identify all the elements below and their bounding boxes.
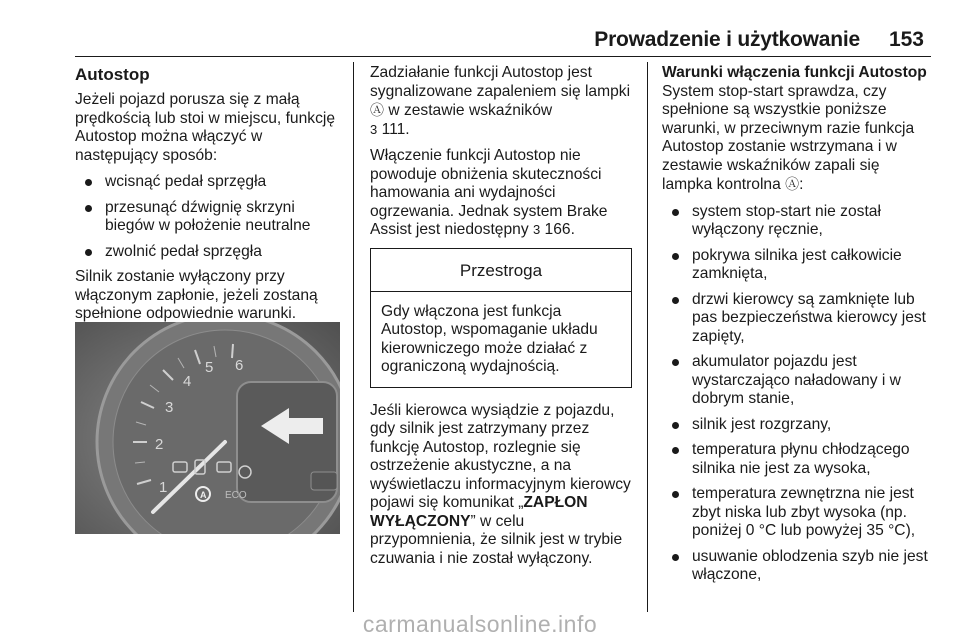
- header-rule: [75, 56, 931, 57]
- conditions-list: [662, 203, 930, 585]
- gauge-number: 1: [159, 479, 168, 496]
- list-item: [75, 199, 347, 236]
- bullet-icon: [672, 253, 679, 260]
- list-item-text: drzwi kierowcy są zamknięte lub pas bezpieczeństwa kierowcy jest zapięty,: [692, 290, 927, 345]
- list-item: [662, 416, 930, 435]
- list-item-text: wcisnąć pedał sprzęgła: [105, 173, 267, 190]
- display-message: ZAPŁON WYŁĄCZONY: [370, 494, 588, 530]
- gauge-number: 6: [235, 357, 244, 374]
- bullet-icon: [672, 359, 679, 366]
- autostop-indicator-text: [370, 64, 632, 139]
- column-1: [75, 64, 347, 332]
- caution-text: Gdy włączona jest funkcja Autostop, wspomaganie układu kierowniczego może działać z ograniczoną wydajnością.: [381, 302, 598, 375]
- driver-exit-warning-text: [370, 402, 632, 569]
- list-item: [662, 548, 930, 585]
- text-fragment: Włączenie funkcji Autostop nie powoduje obniżenia skuteczności hamowania ani wydajności ogrzewania. Jednak system Brake Assist jest niedostępny: [370, 147, 608, 238]
- autostop-steps-list: [75, 173, 347, 261]
- list-item-text: usuwanie oblodzenia szyb nie jest włączone,: [692, 547, 928, 583]
- autostop-intro: Jeżeli pojazd porusza się z małą prędkością lub stoi w miejscu, funkcję Autostop można włączyć w następujący sposób:: [75, 91, 336, 164]
- bullet-icon: [672, 297, 679, 304]
- gauge-number: 4: [183, 373, 192, 390]
- bullet-icon: [672, 209, 679, 216]
- gauge-number: 3: [165, 399, 174, 416]
- bullet-icon: [85, 249, 92, 256]
- list-item-text: silnik jest rozgrzany,: [692, 415, 832, 433]
- list-item-text: zwolnić pedał sprzęgła: [105, 242, 262, 260]
- bullet-icon: [85, 205, 92, 212]
- list-item: [662, 485, 930, 541]
- list-item-text: system stop-start nie został wyłączony ręcznie,: [692, 202, 881, 238]
- conditions-heading: Warunki włączenia funkcji Autostop: [662, 64, 927, 81]
- instrument-cluster-figure: [75, 322, 340, 534]
- text-fragment: :: [799, 176, 804, 193]
- text-fragment: ” w celu przypomnienia, że silnik jest w trybie czuwania i nie został wyłączony.: [370, 512, 623, 567]
- column-divider-1: [353, 62, 354, 612]
- gauge-number: 2: [155, 436, 164, 453]
- list-item: [662, 291, 930, 347]
- list-item-text: przesunąć dźwignię skrzyni biegów w położenie neutralne: [105, 198, 311, 234]
- list-item-text: akumulator pojazdu jest wystarczająco naładowany i w dobrym stanie,: [692, 353, 901, 407]
- page-reference-arrow-icon: 3: [532, 222, 541, 237]
- caution-box: [370, 248, 632, 388]
- bullet-icon: [672, 491, 679, 498]
- text-fragment: Jeśli kierowca wysiądzie z pojazdu, gdy silnik jest zatrzymany przez funkcję Autostop, rozlegnie się ostrzeżenie akustyczne, a na wyświetlaczu informacyjnym kierowcy pojawi się komunikat „: [370, 401, 631, 511]
- bullet-icon: [672, 447, 679, 454]
- watermark: carmanualsonline.info: [362, 611, 598, 637]
- list-item: [662, 441, 930, 478]
- conditions-intro: [662, 83, 930, 195]
- list-item-text: temperatura płynu chłodzącego silnika nie jest za wysoka,: [692, 441, 910, 477]
- bullet-icon: [672, 554, 679, 561]
- list-item-text: pokrywa silnika jest całkowicie zamknięta,: [692, 246, 902, 282]
- list-item: [662, 203, 930, 240]
- brake-assist-text: [370, 147, 632, 240]
- gauge-number: 5: [205, 359, 214, 376]
- page-reference: 111.: [381, 120, 410, 138]
- running-header-title: Prowadzenie i użytkowanie: [594, 28, 860, 51]
- eco-label: ECO: [225, 490, 247, 501]
- list-item: [662, 247, 930, 284]
- column-divider-2: [647, 62, 648, 612]
- column-3: [662, 64, 930, 592]
- list-item: [662, 353, 930, 409]
- text-fragment: Zadziałanie funkcji Autostop jest sygnalizowane zapaleniem się lampki: [370, 64, 631, 100]
- svg-text:A: A: [200, 490, 207, 500]
- list-item: [75, 173, 347, 192]
- caution-title: Przestroga: [371, 249, 631, 292]
- list-item-text: temperatura zewnętrzna nie jest zbyt niska lub zbyt wysoka (np. poniżej 0 °C lub powyżej 35 °C),: [692, 485, 916, 539]
- text-fragment: w zestawie wskaźników: [388, 102, 553, 119]
- autostop-off-icon: Ⓐ: [785, 176, 800, 192]
- text-fragment: System stop-start sprawdza, czy spełnione są wszystkie poniższe warunki, w przeciwnym razie funkcja Autostop zostanie wstrzymana i w zestawie wskaźników zapali się lampka kontrolna: [662, 82, 915, 193]
- bullet-icon: [85, 179, 92, 186]
- section-heading-autostop: Autostop: [75, 65, 150, 84]
- page-reference-arrow-icon: 3: [370, 121, 378, 137]
- column-2: [370, 64, 632, 576]
- autostop-indicator-icon: Ⓐ: [370, 102, 384, 118]
- autostop-result-text: Silnik zostanie wyłączony przy włączonym zapłonie, jeżeli zostaną spełnione odpowiednie warunki.: [75, 268, 318, 322]
- bullet-icon: [672, 422, 679, 429]
- page-number: 153: [888, 28, 924, 51]
- list-item: [75, 243, 347, 262]
- page-reference: 166.: [544, 221, 575, 238]
